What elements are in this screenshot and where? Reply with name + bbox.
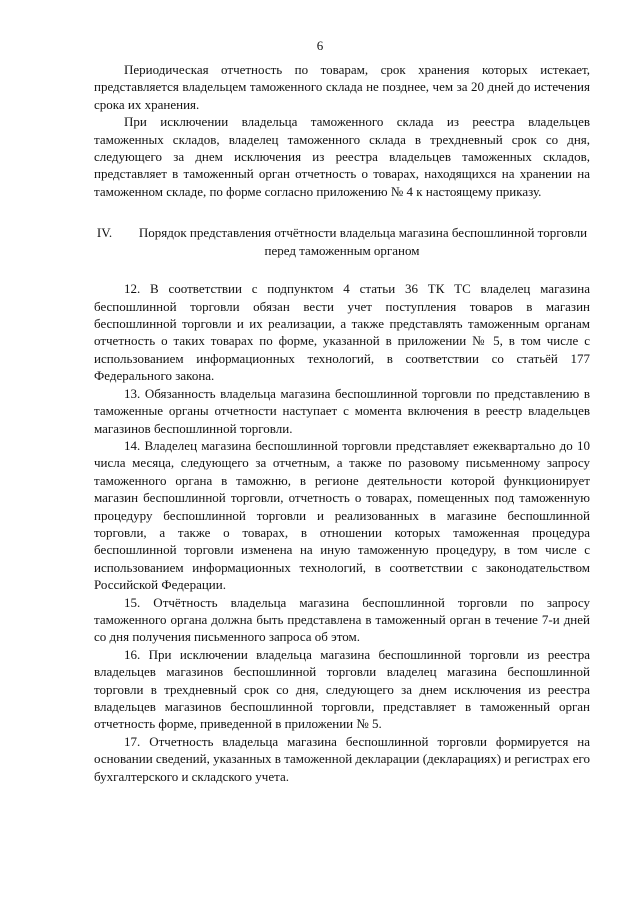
paragraph-warehouse-exclusion: При исключении владельца таможенного склада из реестра владельцев таможенных складов, владелец таможенного склада в трехдневный срок со дня, следующего за днем исключения из реестра владельцев таможенных складов, представляет в таможенный орган отчетность о товарах, находящихся на хранении на таможенном складе, по форме согласно приложению № 4 к настоящему приказу. — [94, 114, 590, 199]
section-number: IV. — [96, 225, 113, 241]
document-body — [94, 61, 590, 785]
page-number: 6 — [316, 38, 324, 53]
paragraph-periodic-reporting: Периодическая отчетность по товарам, срок хранения которых истекает, представляется владельцем таможенного склада не позднее, чем за 20 дней до истечения срока их хранения. — [94, 62, 590, 112]
paragraph-16: 16. При исключении владельца магазина беспошлинной торговли из реестра владельцев магазинов беспошлинной торговли владелец магазина беспошлинной торговли в трехдневный срок со дня, следующего за днем исключения из реестра владельцев магазинов беспошлинной торговли, представляет в таможенный орган отчетность форме, приведенной в приложении № 5. — [94, 646, 590, 732]
paragraph-13: 13. Обязанность владельца магазина беспошлинной торговли по представлению в таможенные органы отчетности наступает с момента включения в реестр владельцев магазинов беспошлинной торговли. — [94, 385, 590, 436]
section-title: Порядок представления отчётности владельца магазина беспошлинной торговли перед таможенным органом — [138, 225, 588, 259]
section-heading — [94, 224, 590, 260]
paragraph-14: 14. Владелец магазина беспошлинной торговли представляет ежеквартально до 10 числа месяца, следующего за отчетным, а также по разовому письменному запросу таможенного органа в таможню, в регионе деятельности которой функционирует магазин беспошлинной торговли, отчетность о товарах, помещенных под таможенную процедуру беспошлинной торговли и реализованных в магазине беспошлинной торговли, а также о товарах, в отношении которых таможенная процедура беспошлинной торговли изменена на иную таможенную процедуру, в том числе с использованием информационных технологий, в соответствии с законодательством Российской Федерации. — [94, 437, 590, 593]
paragraph-17: 17. Отчетность владельца магазина беспошлинной торговли формируется на основании сведений, указанных в таможенной декларации (декларациях) и регистрах его бухгалтерского и складского учета. — [94, 733, 590, 784]
paragraph-12: 12. В соответствии с подпунктом 4 статьи 36 ТК ТС владелец магазина беспошлинной торговли обязан вести учет поступления товаров в магазин беспошлинной торговли и их реализации, а также представлять таможенным органам отчетность о таких товарах по форме, указанной в приложении № 5, в том числе с использованием информационных технологий, в соответствии со статьёй 177 Федерального закона. — [94, 281, 590, 384]
paragraph-15: 15. Отчётность владельца магазина беспошлинной торговли по запросу таможенного органа должна быть представлена в таможенный орган в течение 7-и дней со дня получения письменного запроса об этом. — [94, 594, 590, 645]
